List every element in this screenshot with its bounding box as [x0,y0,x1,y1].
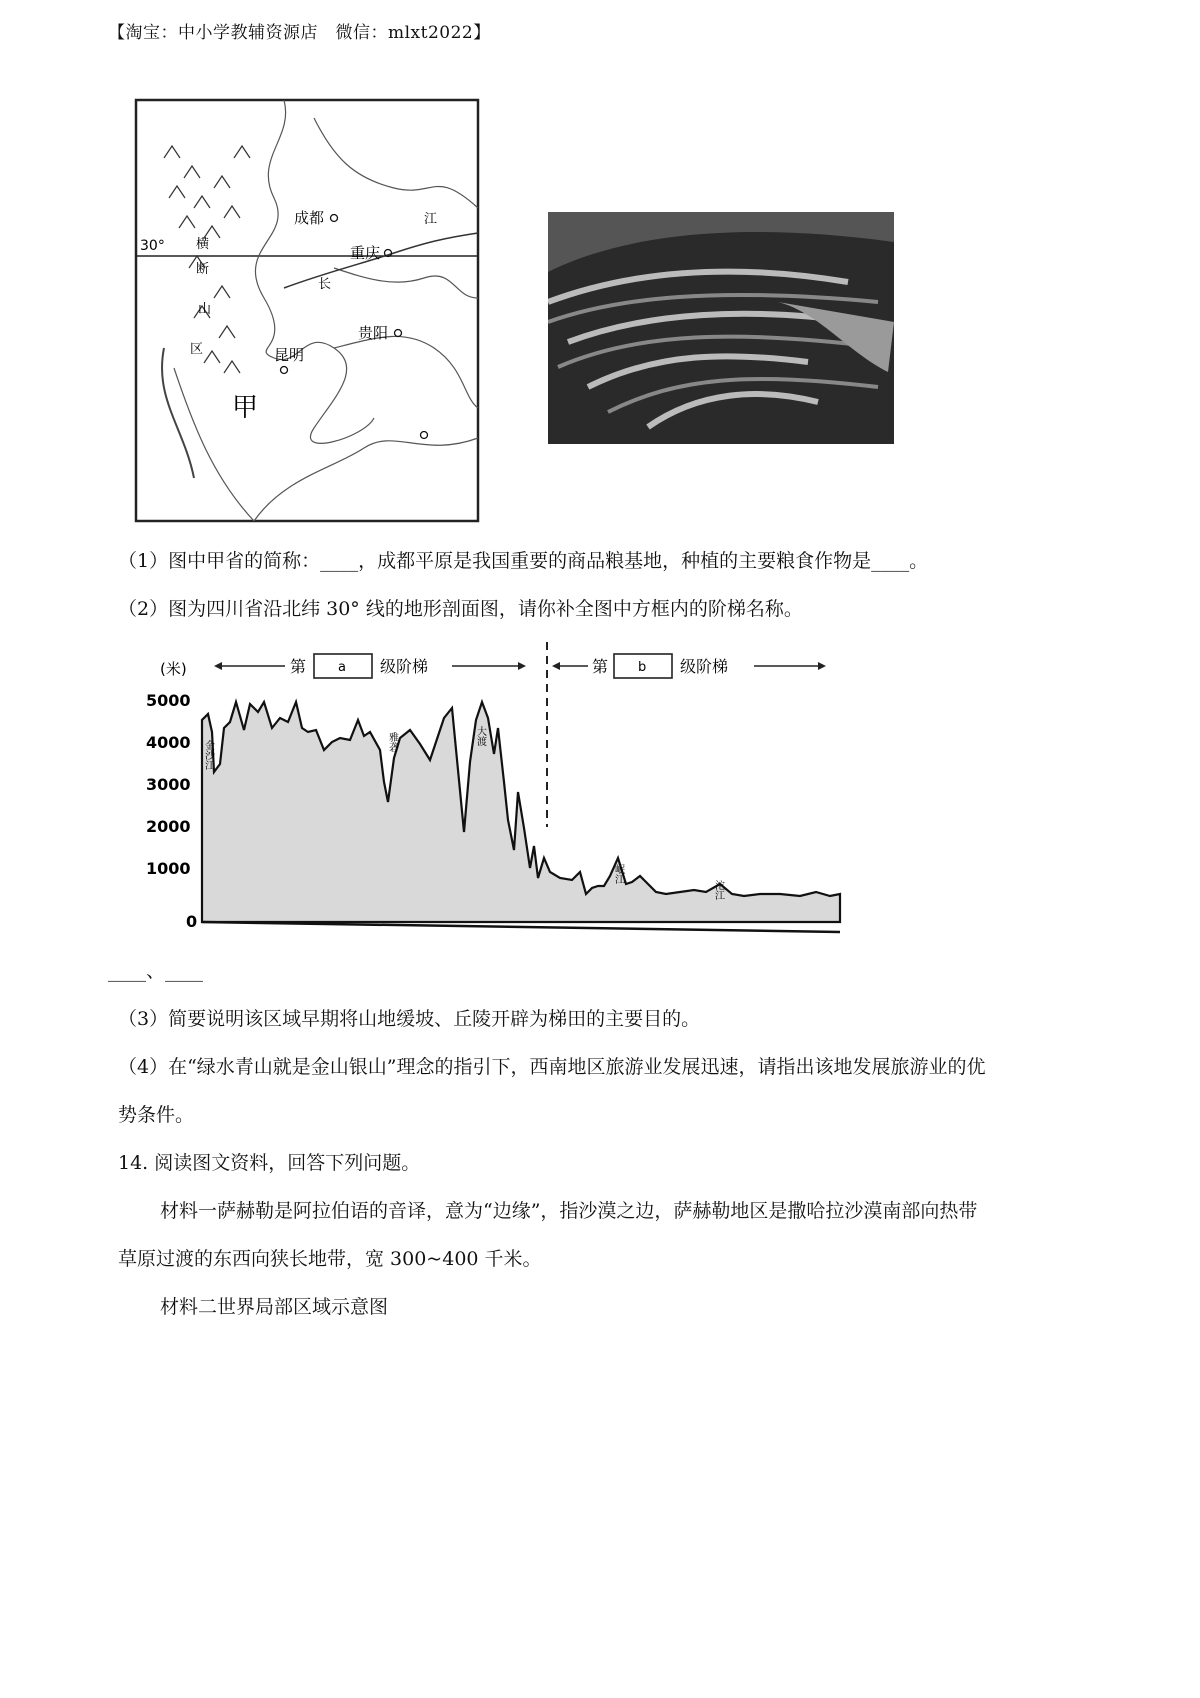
peak-tuo: 沱江 [712,880,724,900]
question-14-title: 14. 阅读图文资料，回答下列问题。 [118,1152,421,1174]
southwest-china-map [134,98,480,523]
mountain-char-duan: 断 [196,262,210,277]
y-tick-0: 0 [186,912,198,931]
step-box-a: a [338,660,346,675]
city-kunming: 昆明 [274,346,305,364]
river-char-chang: 长 [318,277,332,292]
material-2-caption: 材料二世界局部区域示意图 [160,1296,389,1318]
peak-yalong: 雅砻 [386,732,398,752]
y-tick-3000: 3000 [146,775,191,794]
river-char-jiang: 江 [424,212,438,227]
question-4-line1: （4）在“绿水青山就是金山银山”理念的指引下，西南地区旅游业发展迅速，请指出该地发展旅游业的优 [118,1056,986,1078]
step-right-prefix: 第 [592,657,609,676]
question-2: （2）图为四川省沿北纬 30° 线的地形剖面图，请你补全图中方框内的阶梯名称。 [118,598,803,620]
material-1-line1: 材料一萨赫勒是阿拉伯语的音译，意为“边缘”，指沙漠之边，萨赫勒地区是撒哈拉沙漠南部向热带 [160,1200,978,1222]
peak-min: 岷江 [612,864,624,884]
mountain-char-qu: 区 [190,342,204,357]
step-left-prefix: 第 [290,657,307,676]
city-guiyang: 贵阳 [358,324,389,342]
step-box-b: b [638,660,647,675]
page-header: 【淘宝：中小学教辅资源店 微信：mlxt2022】 [108,23,491,43]
profile-unit: (米) [160,660,187,678]
material-1-line2: 草原过渡的东西向狭长地带，宽 300~400 千米。 [118,1248,542,1270]
peak-jinsha: 金沙江 [202,740,214,770]
question-4-line2: 势条件。 [118,1104,195,1126]
region-jia: 甲 [232,393,259,423]
peak-dadu: 大渡 [474,726,486,746]
terrace-photo [548,212,894,444]
question-1: （1）图中甲省的简称：____，成都平原是我国重要的商品粮基地，种植的主要粮食作物是____。 [118,550,929,572]
answer-blanks: ____、____ [108,960,204,982]
y-tick-1000: 1000 [146,859,191,878]
step-left-suffix: 级阶梯 [380,657,429,676]
city-chongqing: 重庆 [350,244,381,262]
latitude-label: 30° [140,238,165,254]
y-tick-2000: 2000 [146,817,191,836]
mountain-char-heng: 横 [196,237,210,252]
y-tick-5000: 5000 [146,691,191,710]
question-3: （3）简要说明该区域早期将山地缓坡、丘陵开辟为梯田的主要目的。 [118,1008,701,1030]
step-right-suffix: 级阶梯 [680,657,729,676]
city-chengdu: 成都 [294,209,325,227]
y-tick-4000: 4000 [146,733,191,752]
terrain-profile [140,632,860,950]
mountain-char-shan: 山 [198,302,212,317]
